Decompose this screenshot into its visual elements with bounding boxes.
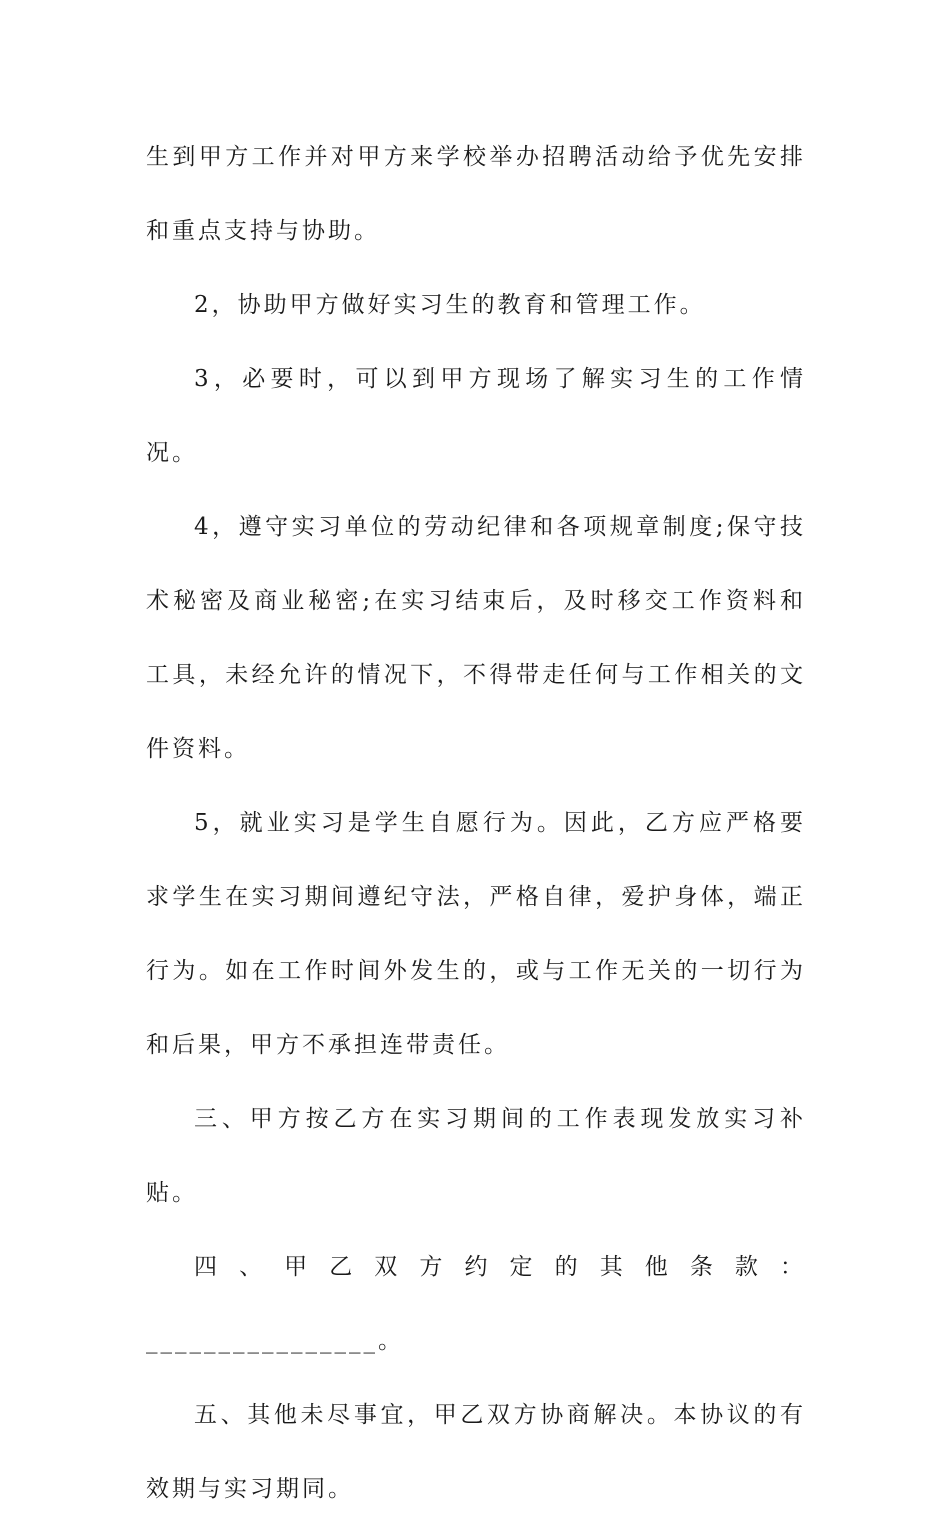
paragraph-item-5: 5，就业实习是学生自愿行为。因此，乙方应严格要求学生在实习期间遵纪守法，严格自律，爱护身体，端正行为。如在工作时间外发生的，或与工作无关的一切行为和后果，甲方不承担连带责任。 [146, 810, 806, 1058]
document-body [146, 120, 806, 1526]
paragraph-item-3: 3，必要时，可以到甲方现场了解实习生的工作情况。 [146, 366, 806, 466]
paragraph-continuation: 生到甲方工作并对甲方来学校举办招聘活动给予优先安排和重点支持与协助。 [146, 144, 806, 244]
paragraph-section-4: 四、甲乙双方约定的其他条款：________________。 [146, 1254, 806, 1354]
paragraph-item-4: 4，遵守实习单位的劳动纪律和各项规章制度;保守技术秘密及商业秘密;在实习结束后，及时移交工作资料和工具，未经允许的情况下，不得带走任何与工作相关的文件资料。 [146, 514, 806, 762]
paragraph-section-3: 三、甲方按乙方在实习期间的工作表现发放实习补贴。 [146, 1106, 806, 1206]
paragraph-item-2: 2，协助甲方做好实习生的教育和管理工作。 [194, 292, 706, 318]
paragraph-section-5: 五、其他未尽事宜，甲乙双方协商解决。本协议的有效期与实习期同。 [146, 1402, 806, 1502]
